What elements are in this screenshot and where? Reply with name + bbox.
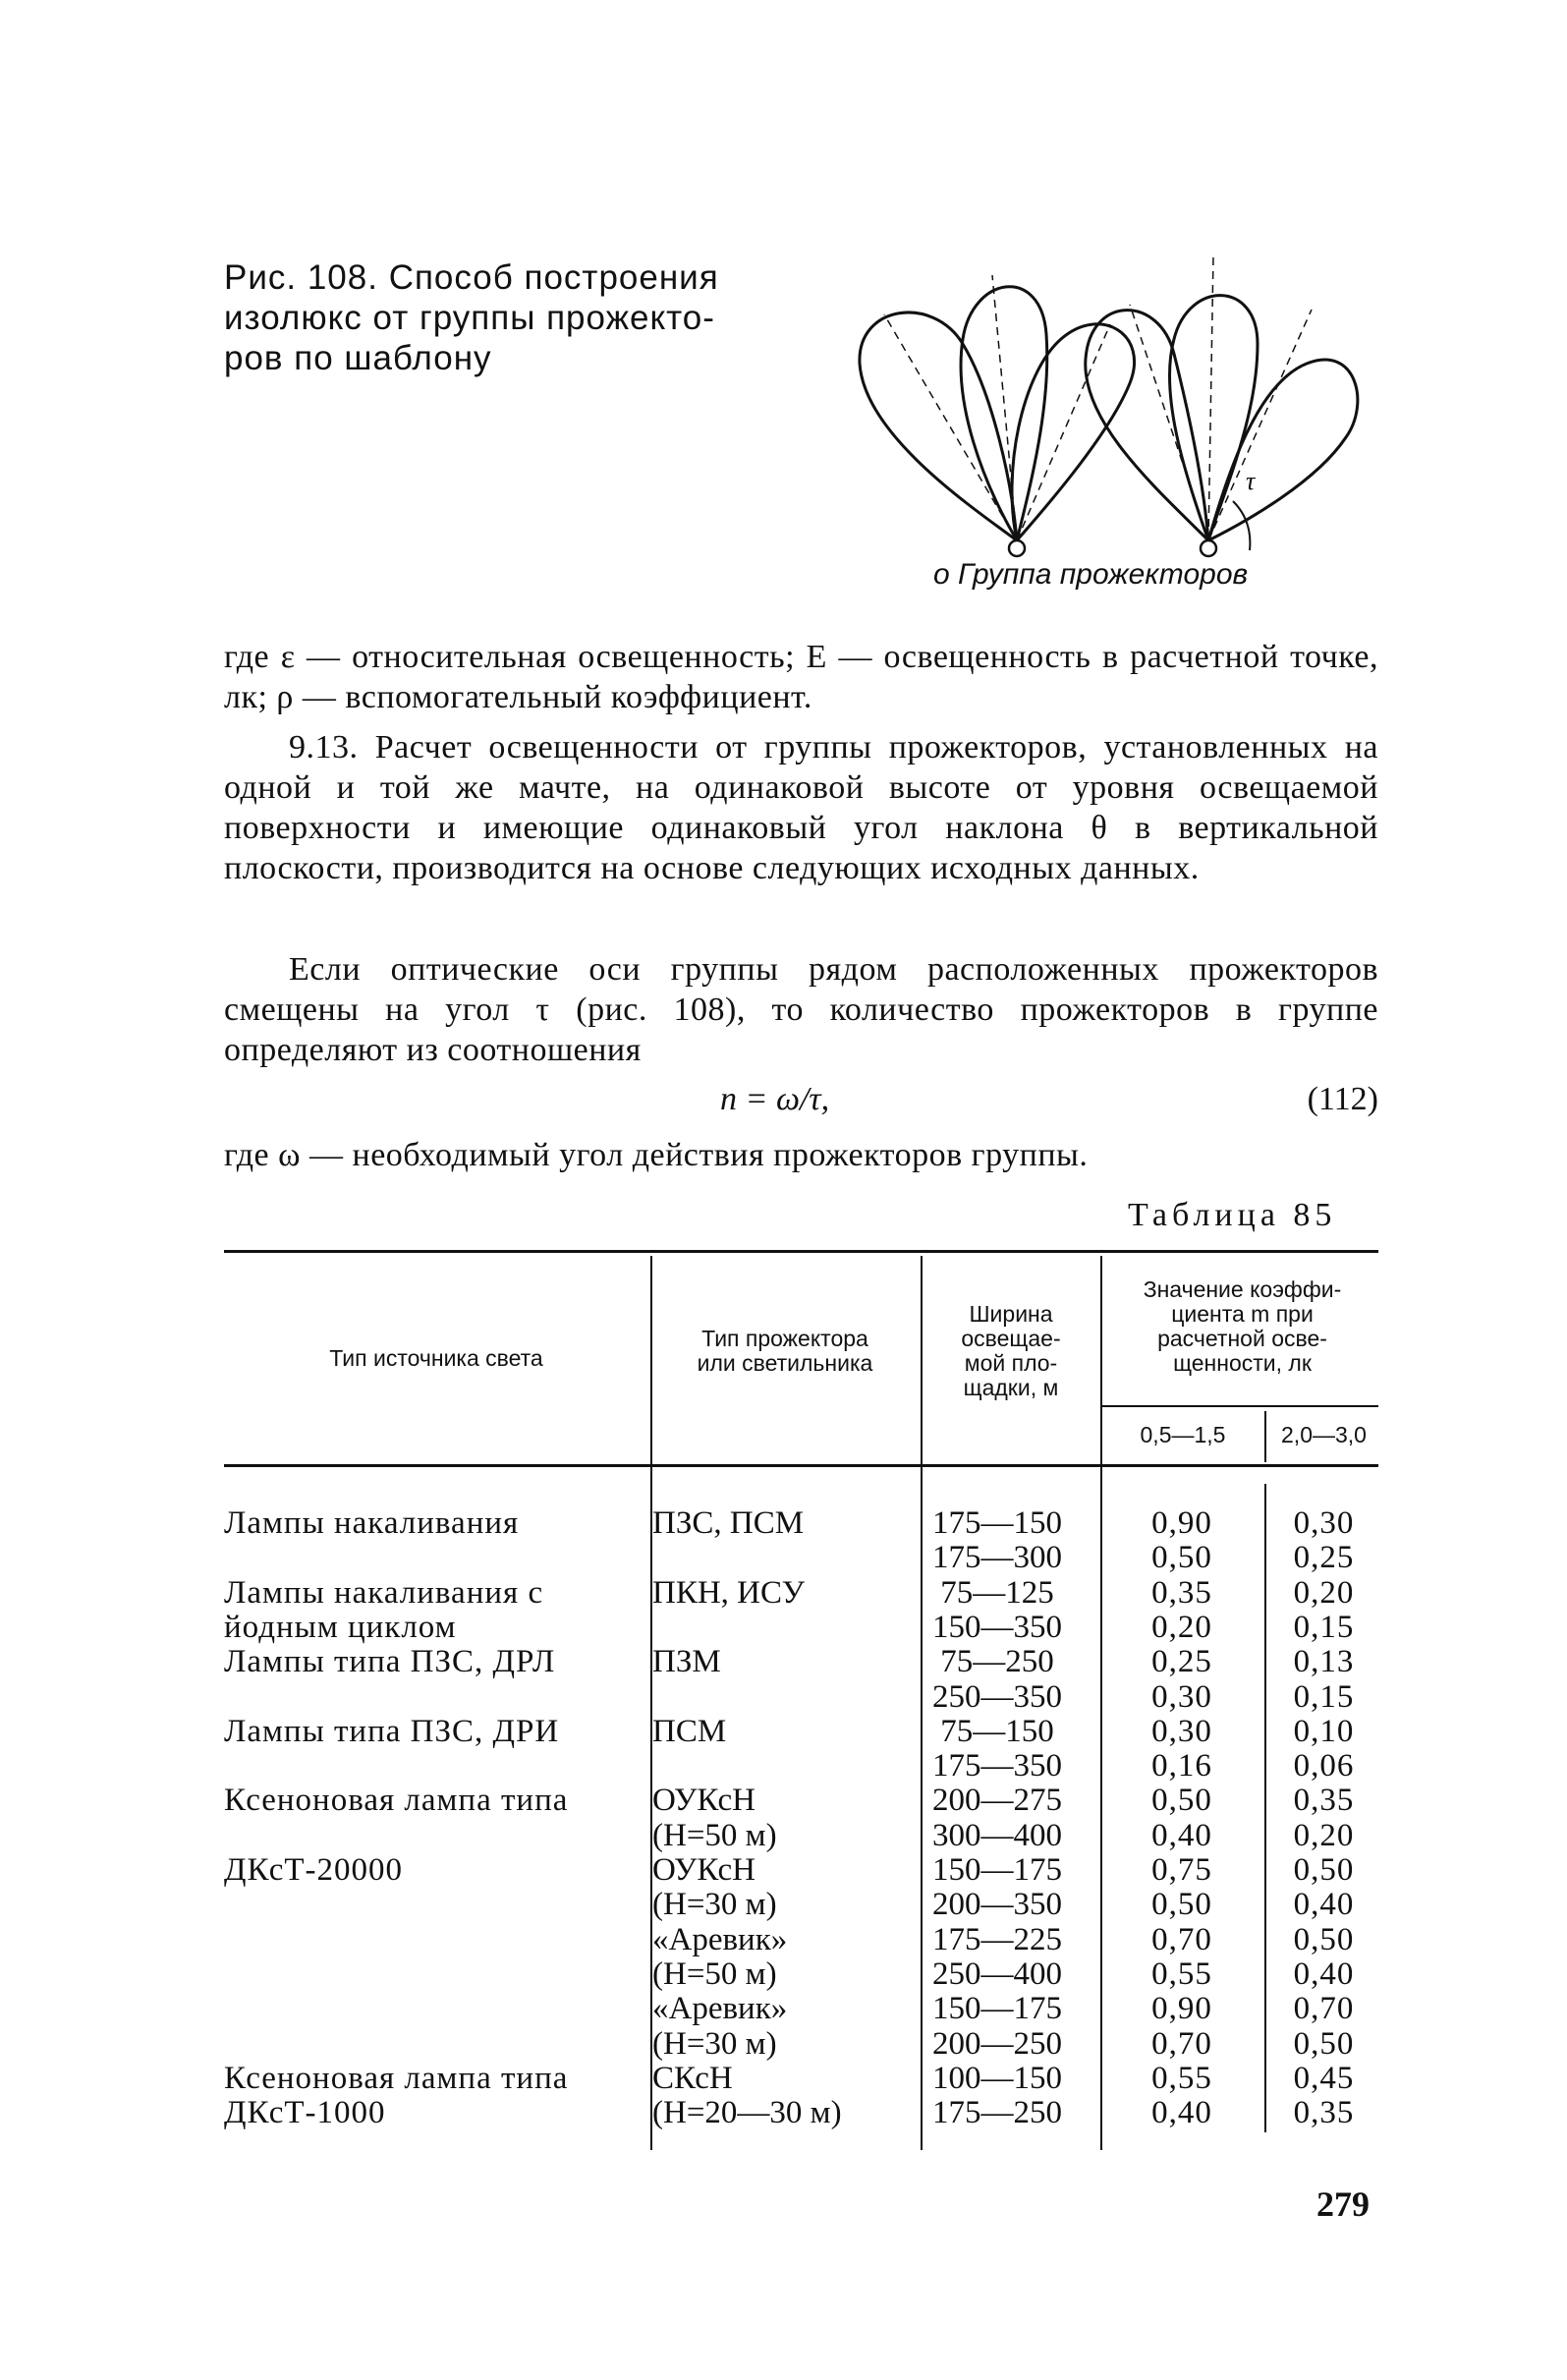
table-row: [0, 1783, 1567, 1818]
cell-coef-high: 0,13: [1293, 1644, 1355, 1680]
cell-area-width: 200—350: [932, 1887, 1062, 1923]
cell-coef-high: 0,70: [1293, 1991, 1355, 2027]
cell-coef-high: 0,40: [1293, 1955, 1355, 1992]
floodlight-marker: [1009, 540, 1025, 556]
table-row: [0, 2026, 1567, 2062]
cell-coef-high: 0,50: [1293, 1852, 1355, 1888]
header-area-width: Ширина освещае- мой пло- щадки, м: [961, 1301, 1061, 1400]
cell-source-type: Ксеноновая лампа типа: [224, 1783, 569, 1819]
caption-line: ров по шаблону: [224, 339, 492, 377]
cell-coef-low: 0,25: [1151, 1644, 1212, 1680]
page-number: 279: [1316, 2184, 1370, 2224]
paragraph-definitions: где ε — относительная освещенность; E — освещенность в расчетной точке, лк; ρ — вспомогательный коэффициент.: [224, 639, 1378, 715]
cell-area-width: 75—125: [940, 1574, 1054, 1611]
table-row: [0, 1922, 1567, 1957]
cell-coef-low: 0,70: [1151, 1921, 1212, 1957]
cell-coef-low: 0,50: [1151, 1783, 1212, 1819]
cell-fixture-type: СКсН: [652, 2060, 733, 2096]
cell-coef-low: 0,40: [1151, 2095, 1212, 2131]
cell-coef-high: 0,50: [1293, 2025, 1355, 2062]
table-row: [0, 1991, 1567, 2026]
cell-coef-high: 0,15: [1293, 1609, 1355, 1645]
cell-fixture-type: ПКН, ИСУ: [652, 1574, 805, 1611]
cell-coef-high: 0,06: [1293, 1748, 1355, 1785]
cell-coef-low: 0,30: [1151, 1678, 1212, 1715]
cell-area-width: 300—400: [932, 1817, 1062, 1853]
cell-fixture-type: ОУКсН: [652, 1852, 756, 1888]
cell-fixture-type: «Аревик»: [652, 1921, 788, 1957]
cell-coef-low: 0,35: [1151, 1574, 1212, 1611]
cell-coef-high: 0,50: [1293, 1921, 1355, 1957]
table-subheader-rule: [1102, 1405, 1378, 1407]
header-coefficient: Значение коэффи- циента m при расчетной осве- щенности, лк: [1143, 1276, 1342, 1376]
cell-coef-high: 0,10: [1293, 1713, 1355, 1749]
cell-source-type: Лампы типа ПЗС, ДРИ: [224, 1713, 560, 1749]
cell-area-width: 150—175: [932, 1991, 1062, 2027]
cell-coef-low: 0,70: [1151, 2025, 1212, 2062]
cell-area-width: 200—250: [932, 2025, 1062, 2062]
cell-coef-low: 0,16: [1151, 1748, 1212, 1785]
table-row: [0, 2095, 1567, 2130]
caption-line: Рис. 108. Способ построения: [224, 258, 719, 297]
cell-coef-high: 0,20: [1293, 1817, 1355, 1853]
cell-coef-low: 0,30: [1151, 1713, 1212, 1749]
cell-area-width: 150—175: [932, 1852, 1062, 1888]
header-fixture-type: Тип прожектора или светильника: [697, 1326, 873, 1376]
cell-fixture-type: (H=30 м): [652, 2025, 777, 2062]
cell-fixture-type: ПЗС, ПСМ: [652, 1505, 805, 1541]
paragraph-9-13: 9.13. Расчет освещенности от группы прожекторов, установленных на одной и той же мачте, на одинаковой высоте от уровня освещаемой поверхности и имеющие одинаковый угол наклона θ в вертикальной плоскости, производится на основе следующих исходных данных.: [224, 729, 1378, 886]
cell-area-width: 175—300: [932, 1540, 1062, 1576]
cell-fixture-type: «Аревик»: [652, 1991, 788, 2027]
cell-fixture-type: (H=20—30 м): [652, 2095, 842, 2131]
cell-coef-high: 0,45: [1293, 2060, 1355, 2096]
table-header-rule: [224, 1464, 1378, 1467]
cell-area-width: 100—150: [932, 2060, 1062, 2096]
cell-area-width: 175—250: [932, 2095, 1062, 2131]
cell-fixture-type: ОУКсН: [652, 1783, 756, 1819]
cell-area-width: 175—350: [932, 1748, 1062, 1785]
cell-coef-high: 0,20: [1293, 1574, 1355, 1611]
cell-fixture-type: (H=30 м): [652, 1887, 777, 1923]
table-row: [0, 1505, 1567, 1541]
cell-source-type: ДКсТ-1000: [224, 2095, 386, 2131]
cell-source-type: йодным циклом: [224, 1609, 457, 1645]
caption-line: изолюкс от группы прожекто-: [224, 299, 715, 337]
cell-coef-high: 0,35: [1293, 2095, 1355, 2131]
table-row: [0, 1956, 1567, 1992]
cell-area-width: 200—275: [932, 1783, 1062, 1819]
isolux-lobe: [1208, 360, 1358, 540]
cell-source-type: Ксеноновая лампа типа: [224, 2060, 569, 2096]
cell-coef-low: 0,75: [1151, 1852, 1212, 1888]
isolux-lobe: [961, 287, 1047, 540]
angle-tau-label: τ: [1246, 467, 1256, 495]
floodlight-marker: [1201, 540, 1216, 556]
cell-coef-low: 0,55: [1151, 2060, 1212, 2096]
formula-line: [224, 1081, 1378, 1124]
cell-source-type: Лампы накаливания: [224, 1505, 520, 1541]
isolux-lobe: [860, 312, 1017, 540]
table-row: [0, 2061, 1567, 2096]
cell-area-width: 175—150: [932, 1505, 1062, 1541]
cell-area-width: 75—150: [940, 1713, 1054, 1749]
table-row: [0, 1818, 1567, 1853]
cell-fixture-type: ПЗМ: [652, 1644, 721, 1680]
figure-label: о Группа прожекторов: [933, 558, 1249, 591]
cell-area-width: 75—250: [940, 1644, 1054, 1680]
floodlight-isolux-diagram: [845, 255, 1375, 609]
isolux-lobe: [1086, 311, 1208, 540]
cell-coef-low: 0,40: [1151, 1817, 1212, 1853]
cell-fixture-type: (H=50 м): [652, 1955, 777, 1992]
cell-coef-low: 0,50: [1151, 1540, 1212, 1576]
header-range-high: 2,0—3,0: [1281, 1422, 1367, 1447]
cell-fixture-type: ПСМ: [652, 1713, 727, 1749]
formula: n = ω/τ,: [720, 1081, 830, 1117]
cell-area-width: 250—400: [932, 1955, 1062, 1992]
cell-coef-high: 0,35: [1293, 1783, 1355, 1819]
cell-coef-low: 0,90: [1151, 1505, 1212, 1541]
table-row: [0, 1748, 1567, 1784]
cell-coef-low: 0,50: [1151, 1887, 1212, 1923]
cell-area-width: 250—350: [932, 1678, 1062, 1715]
equation-number: (112): [1307, 1081, 1378, 1117]
cell-coef-high: 0,15: [1293, 1678, 1355, 1715]
cell-coef-high: 0,40: [1293, 1887, 1355, 1923]
cell-area-width: 175—225: [932, 1921, 1062, 1957]
table-row: [0, 1852, 1567, 1888]
isolux-lobe: [1169, 296, 1258, 540]
cell-coef-low: 0,55: [1151, 1955, 1212, 1992]
table-row: [0, 1575, 1567, 1611]
cell-coef-high: 0,30: [1293, 1505, 1355, 1541]
cell-coef-high: 0,25: [1293, 1540, 1355, 1576]
header-source-type: Тип источника света: [329, 1345, 543, 1371]
paragraph-offset-angle: Если оптические оси группы рядом расположенных прожекторов смещены на угол τ (рис. 108), то количество прожекторов в группе определяют из соотношения: [224, 951, 1378, 1068]
cell-source-type: Лампы накаливания с: [224, 1574, 544, 1611]
cell-coef-low: 0,20: [1151, 1609, 1212, 1645]
cell-area-width: 150—350: [932, 1609, 1062, 1645]
table-row: [0, 1644, 1567, 1679]
header-range-low: 0,5—1,5: [1140, 1422, 1226, 1447]
cell-fixture-type: (H=50 м): [652, 1817, 777, 1853]
table-row: [0, 1610, 1567, 1645]
paragraph-omega: где ω — необходимый угол действия прожекторов группы.: [224, 1137, 1089, 1173]
cell-coef-low: 0,90: [1151, 1991, 1212, 2027]
figure-caption: [224, 257, 784, 378]
table-row: [0, 1714, 1567, 1749]
cell-source-type: ДКсТ-20000: [224, 1852, 403, 1888]
table-row: [0, 1679, 1567, 1715]
table-title: Таблица 85: [1128, 1197, 1337, 1233]
table-top-rule: [224, 1250, 1378, 1253]
table-row: [0, 1887, 1567, 1922]
table-row: [0, 1540, 1567, 1575]
cell-source-type: Лампы типа ПЗС, ДРЛ: [224, 1644, 556, 1680]
